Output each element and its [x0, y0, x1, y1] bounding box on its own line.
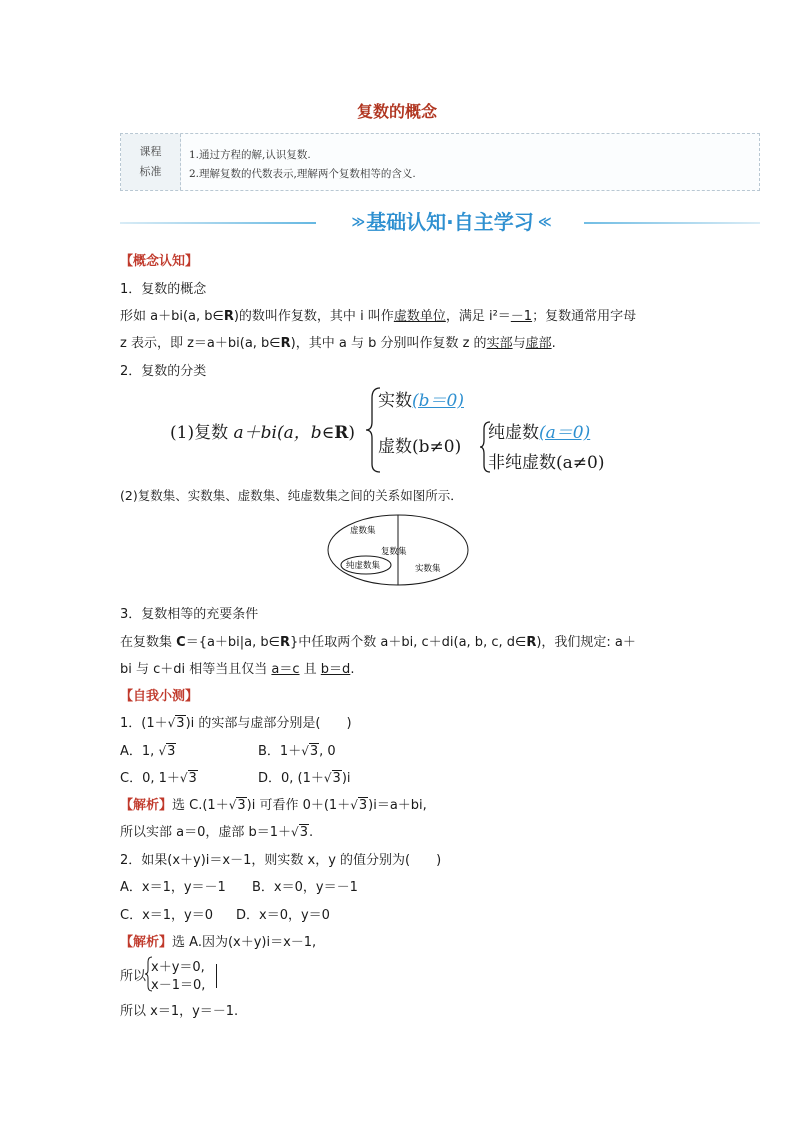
section-banner-title: 基础认知·自主学习	[366, 210, 534, 234]
q1-solution-line-1: 【解析】选 C.(1＋√3)i 可看作 0＋(1＋√3)i＝a＋bi,	[120, 798, 427, 813]
answer-real-part: 实部	[486, 336, 513, 351]
venn-pure-label: 纯虚数集	[346, 561, 381, 571]
standard-items	[189, 146, 416, 184]
sqrt-icon: √	[323, 771, 332, 785]
standard-item-1: 1.通过方程的解,认识复数.	[189, 149, 311, 161]
double-chevron-left-icon: ≪	[537, 215, 549, 230]
q2-option-d: D．x＝0，y＝0	[236, 908, 330, 923]
classification-tree	[160, 386, 640, 476]
q1-option-c: C．0, 1＋√3	[120, 771, 197, 786]
venn-complex-label: 复数集	[381, 547, 407, 557]
class-real: 实数(b＝0)	[378, 391, 464, 411]
selftest-heading: 【自我小测】	[120, 689, 199, 704]
question-1: 1．(1＋√3)i 的实部与虚部分别是( )	[120, 716, 352, 731]
q2-option-b: B．x＝0，y＝－1	[252, 880, 358, 895]
standard-label: 课程 标准	[121, 134, 181, 190]
concept-1-title: 1．复数的概念	[120, 282, 207, 297]
sqrt-icon: √	[179, 771, 188, 785]
system-eq-1: x＋y＝0,	[151, 960, 205, 975]
solution-label: 【解析】	[120, 798, 173, 813]
sqrt-icon: √	[301, 744, 309, 758]
class-pure: 纯虚数(a＝0)	[488, 423, 591, 443]
concept-1-para-1: 形如 a＋bi(a, b∈R)的数叫作复数，其中 i 叫作虚数单位，满足 i²＝－1；复数通常用字母	[120, 309, 637, 324]
q2-solution-line-1: 【解析】选 A.因为(x＋y)i＝x－1,	[120, 935, 317, 950]
q2-solution-so: 所以	[120, 969, 147, 984]
q2-option-a: A．x＝1，y＝－1	[120, 880, 226, 895]
double-chevron-right-icon: ≫	[351, 215, 363, 230]
question-2: 2．如果(x＋y)i＝x－1，则实数 x，y 的值分别为( )	[120, 853, 442, 868]
sqrt-icon: √	[291, 825, 299, 839]
sqrt-icon: √	[167, 716, 176, 730]
standard-item-2: 2.理解复数的代数表示,理解两个复数相等的含义.	[189, 168, 416, 180]
q1-option-a: A．1, √3	[120, 744, 176, 759]
section-banner	[316, 208, 584, 236]
class-imaginary: 虚数(b≠0)	[378, 437, 462, 457]
equality-para-1: 在复数集 C＝{a＋bi|a, b∈R}中任取两个数 a＋bi, c＋di(a, b, c, d∈R)，我们规定: a＋	[120, 635, 636, 650]
classification-root: (1)复数 a＋bi(a，b∈R)	[170, 423, 355, 443]
sqrt-icon: √	[228, 798, 237, 812]
system-bracket-right	[216, 964, 217, 988]
answer-imag-part: 虚部	[525, 336, 552, 351]
venn-real-label: 实数集	[415, 564, 441, 574]
sqrt-icon: √	[350, 798, 358, 812]
answer-imaginary-unit: 虚数单位	[393, 309, 446, 324]
answer-pure-condition: (a＝0)	[539, 423, 591, 443]
q2-option-c: C．x＝1，y＝0	[120, 908, 214, 923]
curriculum-standard-box	[120, 133, 760, 191]
venn-diagram	[326, 513, 470, 587]
class-non-pure: 非纯虚数(a≠0)	[488, 453, 605, 473]
q1-option-b: B．1＋√3, 0	[258, 744, 336, 759]
q1-option-d: D．0, (1＋√3)i	[258, 771, 351, 786]
classification-title: 2．复数的分类	[120, 364, 207, 379]
answer-cond-1: a＝c	[271, 662, 300, 677]
page-title: 复数的概念	[356, 102, 437, 121]
sqrt-icon: √	[158, 744, 167, 758]
answer-cond-2: b＝d	[320, 662, 351, 677]
answer-i-squared: －1	[510, 309, 533, 324]
equality-title: 3．复数相等的充要条件	[120, 607, 259, 622]
concept-1-para-2: z 表示，即 z＝a＋bi(a, b∈R)，其中 a 与 b 分别叫作复数 z 的实部与虚部.	[120, 336, 556, 351]
system-eq-2: x－1＝0,	[151, 978, 206, 993]
concept-heading: 【概念认知】	[120, 254, 199, 269]
answer-real-condition: (b＝0)	[412, 391, 464, 411]
equality-para-2: bi 与 c＋di 相等当且仅当 a＝c 且 b＝d.	[120, 662, 355, 677]
venn-imag-label: 虚数集	[350, 526, 376, 536]
solution-label: 【解析】	[120, 935, 173, 950]
q1-solution-line-2: 所以实部 a＝0，虚部 b＝1＋√3.	[120, 825, 314, 840]
q2-solution-end: 所以 x＝1，y＝－1.	[120, 1004, 239, 1019]
venn-caption: (2)复数集、实数集、虚数集、纯虚数集之间的关系如图所示．	[120, 488, 463, 503]
